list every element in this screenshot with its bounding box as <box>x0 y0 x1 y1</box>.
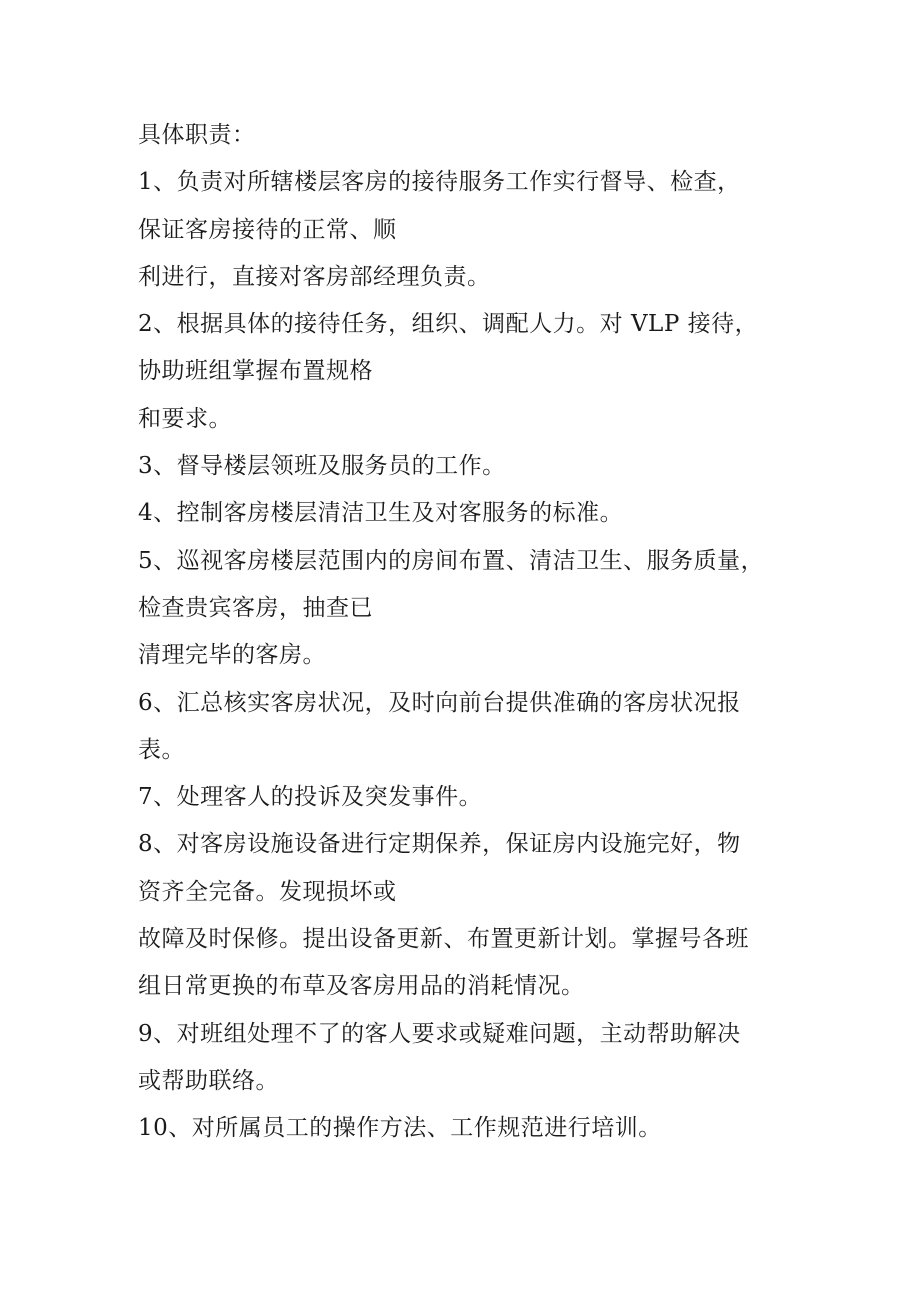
section-heading: 具体职责： <box>138 122 256 148</box>
text-line: 和要求。 <box>138 405 232 432</box>
text-line: 2、根据具体的接待任务，组织、调配人力。对 VLP 接待， <box>138 311 759 338</box>
text-line: 6、汇总核实客房状况，及时向前台提供准确的客房状况报 <box>138 689 741 716</box>
text-line: 3、督导楼层领班及服务员的工作。 <box>138 453 506 480</box>
text-line: 7、处理客人的投诉及突发事件。 <box>138 784 483 811</box>
text-line: 9、对班组处理不了的客人要求或疑难问题，主动帮助解决 <box>138 1020 741 1047</box>
text-line: 1、负责对所辖楼层客房的接待服务工作实行督导、检查， <box>138 169 741 196</box>
text-line: 故障及时保修。提出设备更新、布置更新计划。掌握号各班 <box>138 926 749 953</box>
text-line: 保证客房接待的正常、顺 <box>138 216 397 243</box>
text-line: 或帮助联络。 <box>138 1067 279 1094</box>
document-body <box>138 112 798 1153</box>
text-line: 5、巡视客房楼层范围内的房间布置、清洁卫生、服务质量， <box>138 547 765 574</box>
text-line: 检查贵宾客房，抽查已 <box>138 594 373 621</box>
text-line: 10、对所属员工的操作方法、工作规范进行培训。 <box>138 1115 662 1142</box>
text-line: 资齐全完备。发现损坏或 <box>138 878 397 905</box>
text-line: 清理完毕的客房。 <box>138 642 326 669</box>
text-line: 8、对客房设施设备进行定期保养，保证房内设施完好，物 <box>138 831 741 858</box>
text-line: 协助班组掌握布置规格 <box>138 358 373 385</box>
text-line: 表。 <box>138 736 185 763</box>
text-line: 组日常更换的布草及客房用品的消耗情况。 <box>138 973 585 1000</box>
text-line: 利进行，直接对客房部经理负责。 <box>138 263 491 290</box>
text-line: 4、控制客房楼层清洁卫生及对客服务的标准。 <box>138 500 624 527</box>
